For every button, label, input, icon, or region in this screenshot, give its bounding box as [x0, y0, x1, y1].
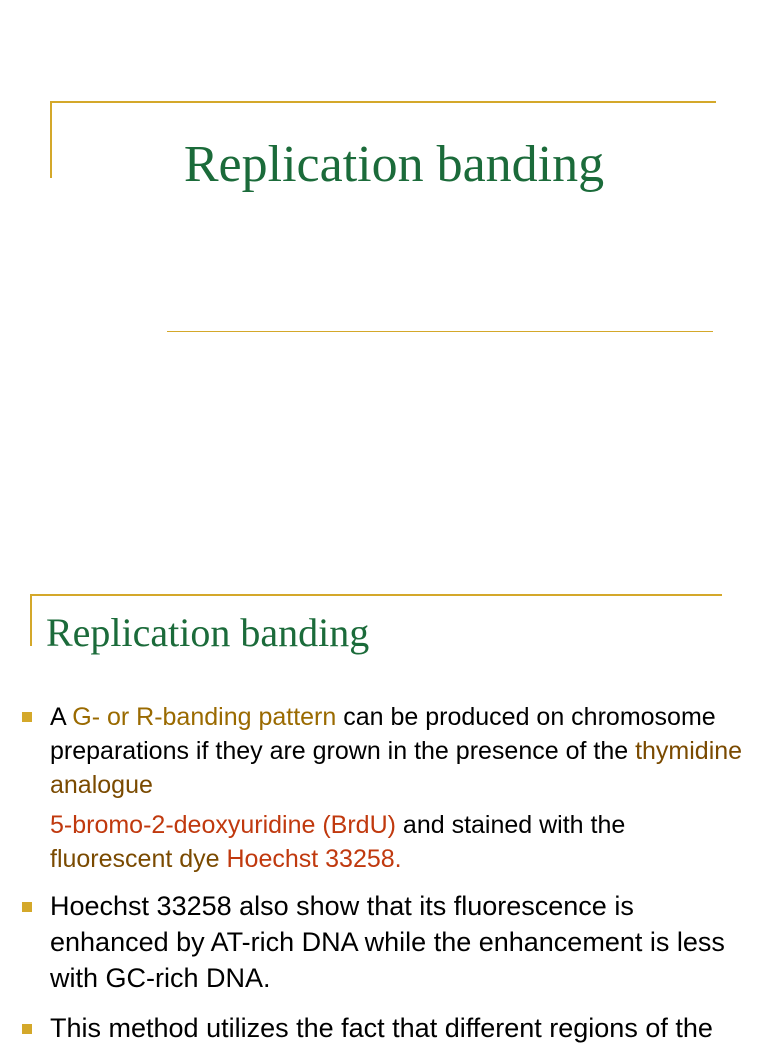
bullet-text: and stained with the — [395, 811, 626, 839]
slide-title: Replication banding — [183, 136, 605, 193]
highlight-term: fluorescent dye — [50, 845, 220, 873]
slide-title: Replication banding — [46, 610, 370, 655]
highlight-term: G- or R-banding pattern — [72, 703, 337, 731]
top-rule — [30, 594, 722, 596]
content-slide — [0, 580, 768, 1043]
bullet-list — [0, 700, 768, 1046]
square-bullet-icon — [22, 1024, 32, 1034]
list-item — [0, 888, 768, 996]
bullet-text: This method utilizes the fact that different regions of the — [50, 1013, 713, 1043]
bullet-text: Hoechst 33258 also show that its fluorescence is enhanced by AT-rich DNA while the enhancement is less with GC-rich DNA. — [50, 891, 725, 993]
highlight-term: Hoechst 33258. — [219, 845, 402, 873]
list-item — [0, 700, 768, 876]
bullet-text: can be produced on chromosome preparations if they are grown in the presence of the — [50, 703, 716, 765]
highlight-term: thymidine analogue — [50, 737, 743, 799]
bullet-text: A — [50, 703, 73, 731]
square-bullet-icon — [22, 712, 32, 722]
list-item — [0, 1010, 768, 1046]
top-rule — [50, 101, 716, 103]
highlight-term: 5-bromo-2-deoxyuridine (BrdU) — [50, 811, 396, 839]
square-bullet-icon — [22, 902, 32, 912]
subtitle-rule — [167, 331, 713, 332]
left-rule — [30, 594, 32, 646]
